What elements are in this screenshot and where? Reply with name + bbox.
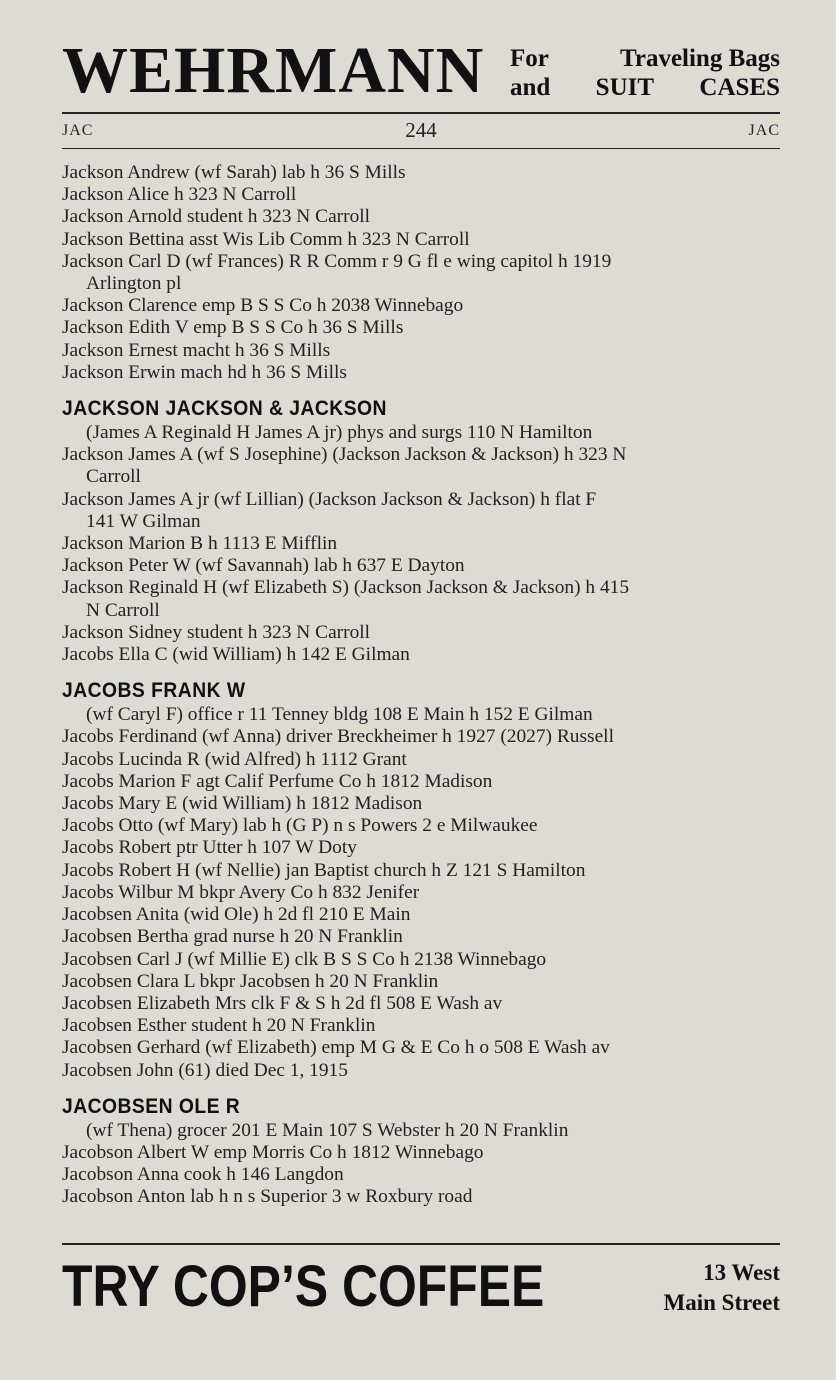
advertiser-name: WEHRMANN: [62, 34, 485, 107]
entry-continuation: N Carroll: [86, 599, 160, 621]
listing-entry: Jacobson Anna cook h 146 Langdon: [62, 1164, 344, 1186]
running-head-rule: [62, 148, 780, 149]
footer-address-line-2: Main Street: [663, 1290, 780, 1315]
listing-entry: Jacobsen Esther student h 20 N Franklin: [62, 1015, 376, 1037]
listing-group-2: [62, 295, 782, 384]
listing-entry: Jackson Peter W (wf Savannah) lab h 637 E Dayton: [62, 555, 465, 577]
listing-entry: Jacobson Albert W emp Morris Co h 1812 Winnebago: [62, 1141, 484, 1163]
listing-entry: Jackson Marion B h 1113 E Mifflin: [62, 533, 338, 555]
listing-entry: Jackson Ernest macht h 36 S Mills: [62, 339, 331, 361]
tagline-suit: SUIT: [595, 74, 655, 101]
listing-entry: [62, 577, 782, 621]
running-head-right: JAC: [748, 122, 780, 139]
firm-detail: (James A Reginald H James A jr) phys and surgs 110 N Hamilton: [86, 422, 593, 444]
listing-entry: Jackson Edith V emp B S S Co h 36 S Mills: [62, 317, 404, 339]
listing-entry: Jacobs Ella C (wid William) h 142 E Gilman: [62, 644, 410, 666]
entry-text: Jackson Reginald H (wf Elizabeth S) (Jackson Jackson & Jackson) h 415: [62, 577, 630, 599]
running-head-left: JAC: [62, 122, 94, 139]
firm-detail: (wf Thena) grocer 201 E Main 107 S Webster h 20 N Franklin: [86, 1119, 569, 1141]
running-head: [62, 118, 780, 142]
entry-text: Jackson James A jr (wf Lillian) (Jackson Jackson & Jackson) h flat F: [62, 488, 597, 510]
listing-entry: Jacobs Otto (wf Mary) lab h (G P) n s Powers 2 e Milwaukee: [62, 815, 538, 837]
tagline-cases: CASES: [699, 74, 780, 101]
listing-entry: [62, 251, 782, 295]
listing-entry: Jackson Sidney student h 323 N Carroll: [62, 621, 371, 643]
listing-entry: Jacobs Ferdinand (wf Anna) driver Breckheimer h 1927 (2027) Russell: [62, 726, 614, 748]
listing-entry: Jacobsen Anita (wid Ole) h 2d fl 210 E Main: [62, 904, 411, 926]
listing-entry: Jacobsen John (61) died Dec 1, 1915: [62, 1059, 348, 1081]
page-number: 244: [405, 118, 437, 142]
listing-entry: Jackson Arnold student h 323 N Carroll: [62, 206, 371, 228]
listing-entry: Jacobs Robert H (wf Nellie) jan Baptist church h Z 121 S Hamilton: [62, 859, 586, 881]
listing-group-1: [62, 162, 782, 251]
footer-address: [620, 1258, 780, 1318]
firm-heading: JACOBSEN OLE R: [62, 1094, 241, 1118]
listing-entry: Jacobsen Gerhard (wf Elizabeth) emp M G & E Co h o 508 E Wash av: [62, 1037, 610, 1059]
footer-slogan: TRY COP’S COFFEE: [62, 1254, 545, 1319]
tagline-for: For: [510, 45, 549, 72]
tagline-traveling-bags: Traveling Bags: [620, 45, 780, 72]
listing-entry: Jacobsen Bertha grad nurse h 20 N Franklin: [62, 926, 403, 948]
header-advertisement: [62, 34, 780, 108]
listing-entry: Jacobsen Elizabeth Mrs clk F & S h 2d fl 508 E Wash av: [62, 992, 503, 1014]
listing-entry: Jacobsen Carl J (wf Millie E) clk B S S Co h 2138 Winnebago: [62, 948, 547, 970]
listing-entry: [62, 444, 782, 488]
firm-heading: JACKSON JACKSON & JACKSON: [62, 397, 387, 421]
listing-entry: Jackson Clarence emp B S S Co h 2038 Winnebago: [62, 295, 464, 317]
footer-advertisement: [62, 1252, 780, 1322]
directory-listings: [62, 162, 782, 1209]
header-rule: [62, 112, 780, 114]
listing-entry: Jacobs Robert ptr Utter h 107 W Doty: [62, 837, 357, 859]
entry-continuation: Carroll: [86, 466, 141, 488]
entry-text: Jackson James A (wf S Josephine) (Jackson Jackson & Jackson) h 323 N: [62, 444, 627, 466]
tagline-and: and: [510, 74, 551, 101]
listing-entry: Jacobson Anton lab h n s Superior 3 w Roxbury road: [62, 1186, 473, 1208]
listing-entry: Jackson Alice h 323 N Carroll: [62, 184, 297, 206]
footer-address-line-1: 13 West: [703, 1260, 780, 1285]
listing-entry: Jacobs Lucinda R (wid Alfred) h 1112 Grant: [62, 748, 407, 770]
listing-entry: Jacobs Marion F agt Calif Perfume Co h 1812 Madison: [62, 770, 493, 792]
listing-group-6: [62, 1142, 782, 1209]
listing-entry: Jackson Bettina asst Wis Lib Comm h 323 N Carroll: [62, 228, 470, 250]
listing-group-5: [62, 726, 782, 1081]
listing-entry: Jacobsen Clara L bkpr Jacobsen h 20 N Franklin: [62, 970, 439, 992]
footer-rule: [62, 1243, 780, 1245]
listing-entry: Jacobs Wilbur M bkpr Avery Co h 832 Jenifer: [62, 881, 420, 903]
entry-continuation: 141 W Gilman: [86, 510, 201, 532]
firm-detail: (wf Caryl F) office r 11 Tenney bldg 108 E Main h 152 E Gilman: [86, 704, 593, 726]
firm-heading: JACOBS FRANK W: [62, 679, 246, 703]
listing-entry: Jackson Andrew (wf Sarah) lab h 36 S Mills: [62, 162, 406, 183]
advertiser-tagline: [510, 44, 780, 102]
entry-text: Jackson Carl D (wf Frances) R R Comm r 9 G fl e wing capitol h 1919: [62, 250, 612, 272]
listing-entry: Jacobs Mary E (wid William) h 1812 Madison: [62, 793, 423, 815]
listing-entry: [62, 489, 782, 533]
listing-entry: Jackson Erwin mach hd h 36 S Mills: [62, 361, 347, 383]
listing-group-4: [62, 622, 782, 666]
listing-group-3: [62, 533, 782, 577]
entry-continuation: Arlington pl: [86, 273, 182, 295]
